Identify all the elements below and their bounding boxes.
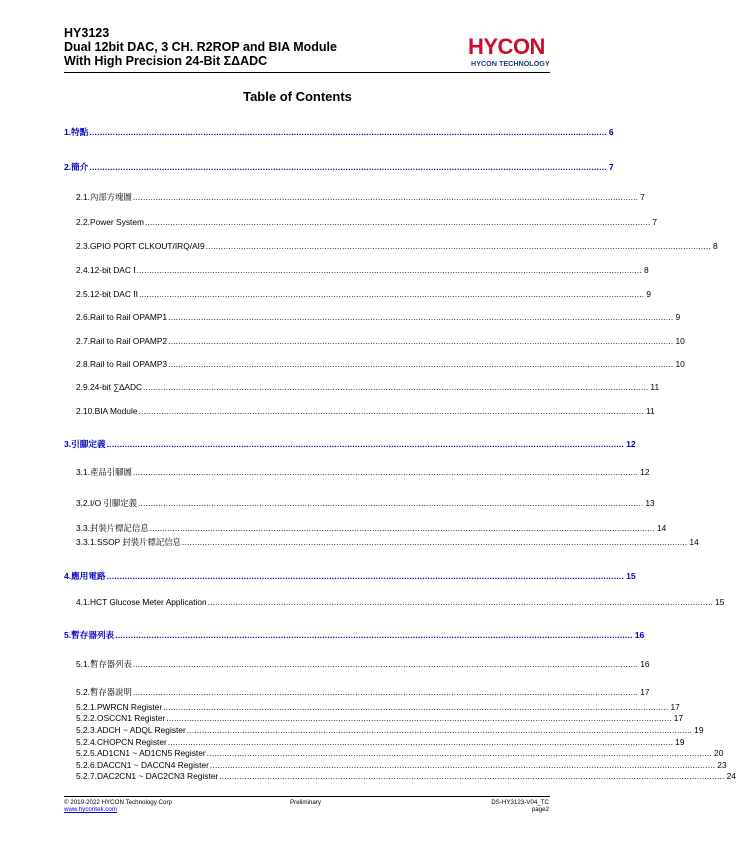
toc-leader-dots: ........................................................................................................................................................................................................ <box>207 597 714 607</box>
toc-entry-number: 2.6. <box>76 312 90 322</box>
logo-wordmark: HYCON <box>468 34 545 59</box>
toc-entry-page: 17 <box>670 702 680 712</box>
toc-entry-title: 12-bit DAC II <box>89 289 138 299</box>
toc-entry-page: 20 <box>714 748 724 758</box>
toc-entry[interactable] <box>76 686 650 698</box>
toc-entry-page: 19 <box>675 737 685 747</box>
footer-website-link[interactable]: www.hycontek.com <box>64 806 117 813</box>
toc-leader-dots: ........................................................................................................................................................................................................ <box>209 760 716 770</box>
toc-entry[interactable] <box>76 747 724 759</box>
toc-entry-title: 內部方塊圖 <box>89 192 132 202</box>
toc-leader-dots: ........................................................................................................................................................................................................ <box>136 265 642 275</box>
toc-leader-dots: ........................................................................................................................................................................................................ <box>115 630 633 640</box>
toc-entry-number: 2.9. <box>76 382 90 392</box>
toc-entry-page: 14 <box>689 537 699 547</box>
toc-entry[interactable] <box>76 770 736 782</box>
toc-entry-number: 2.4. <box>76 265 90 275</box>
toc-entry-page: 12 <box>640 467 650 477</box>
toc-entry[interactable] <box>76 358 685 370</box>
toc-leader-dots: ........................................................................................................................................................................................................ <box>89 162 607 172</box>
toc-entry-number: 2.10. <box>76 406 95 416</box>
logo-subtitle: HYCON TECHNOLOGY <box>471 59 550 68</box>
toc-entry-title: 暫存器說明 <box>89 687 132 697</box>
toc-entry-page: 11 <box>645 406 655 416</box>
toc-entry-page: 11 <box>650 382 660 392</box>
toc-entry-page: 15 <box>715 597 725 607</box>
toc-entry[interactable] <box>76 522 667 534</box>
toc-entry[interactable] <box>76 658 650 670</box>
toc-entry-title: 封裝片標記信息 <box>89 523 149 533</box>
toc-leader-dots: ........................................................................................................................................................................................................ <box>205 241 711 251</box>
toc-entry[interactable] <box>76 264 649 276</box>
toc-entry-title: 簡介 <box>71 162 89 172</box>
toc-entry-number: 2.2. <box>76 217 90 227</box>
toc-entry-page: 9 <box>675 312 681 322</box>
toc-entry-title: 暫存器列表 <box>89 659 132 669</box>
toc-entry[interactable] <box>64 126 614 138</box>
toc-entry-title: CHOPCN Register <box>96 737 167 747</box>
toc-entry-page: 15 <box>626 571 636 581</box>
product-id: HY3123 <box>64 26 110 40</box>
toc-entry-number: 5.2.3. <box>76 725 97 735</box>
toc-leader-dots: ........................................................................................................................................................................................................ <box>106 571 625 581</box>
footer-divider <box>64 796 550 797</box>
toc-entry-page: 16 <box>640 659 650 669</box>
toc-entry-number: 2.8. <box>76 359 90 369</box>
toc-entry-number: 5.2.1. <box>76 702 97 712</box>
toc-entry-page: 8 <box>643 265 649 275</box>
toc-entry-title: Power System <box>89 217 144 227</box>
toc-entry[interactable] <box>76 712 684 724</box>
toc-entry[interactable] <box>64 570 636 582</box>
toc-entry-number: 1. <box>64 127 72 137</box>
product-title-line2: With High Precision 24-Bit ΣΔADC <box>64 54 268 68</box>
toc-entry-number: 2.7. <box>76 336 90 346</box>
toc-entry-page: 7 <box>640 192 645 202</box>
toc-entry-page: 17 <box>640 687 650 697</box>
toc-leader-dots: ........................................................................................................................................................................................................ <box>137 498 644 508</box>
toc-leader-dots: ........................................................................................................................................................................................................ <box>132 192 639 202</box>
toc-entry-number: 5.2.6. <box>76 760 97 770</box>
toc-entry-number: 3.1. <box>76 467 90 477</box>
toc-entry-page: 10 <box>675 359 685 369</box>
toc-leader-dots: ........................................................................................................................................................................................................ <box>89 127 607 137</box>
toc-leader-dots: ........................................................................................................................................................................................................ <box>167 737 674 747</box>
toc-entry-number: 4.1. <box>76 597 90 607</box>
toc-entry[interactable] <box>76 381 660 393</box>
toc-entry-page: 17 <box>673 713 684 723</box>
header-divider <box>64 72 550 73</box>
toc-entry-title: BIA Module <box>94 406 138 416</box>
toc-entry-page: 24 <box>726 771 736 781</box>
toc-entry-page: 8 <box>713 241 718 251</box>
toc-entry-number: 3.3. <box>76 523 90 533</box>
toc-entry-title: 12-bit DAC I <box>89 265 136 275</box>
toc-entry-number: 5.2.4. <box>76 737 97 747</box>
toc-entry-page: 9 <box>646 289 651 299</box>
toc-entry-title: 產品引腳圖 <box>89 467 132 477</box>
toc-leader-dots: ........................................................................................................................................................................................................ <box>206 748 713 758</box>
toc-leader-dots: ........................................................................................................................................................................................................ <box>163 702 669 712</box>
footer-doc-id: DS-HY3123-V04_TC <box>491 799 549 806</box>
toc-leader-dots: ........................................................................................................................................................................................................ <box>168 312 674 322</box>
toc-entry-number: 2.3. <box>76 241 90 251</box>
toc-entry[interactable] <box>76 596 725 608</box>
toc-entry-number: 2.1. <box>76 192 90 202</box>
toc-entry-title: 特點 <box>71 127 89 137</box>
hycon-logo <box>468 36 553 70</box>
toc-leader-dots: ........................................................................................................................................................................................................ <box>186 725 693 735</box>
toc-entry-number: 4. <box>64 571 72 581</box>
toc-entry-page: 16 <box>634 630 645 640</box>
toc-entry-number: 2. <box>64 162 72 172</box>
toc-entry[interactable] <box>76 335 685 347</box>
toc-entry-page: 7 <box>652 217 658 227</box>
toc-entry-number: 5.2.7. <box>76 771 97 781</box>
toc-entry-number: 2.5. <box>76 289 90 299</box>
toc-entry-title: OSCCN1 Register <box>96 713 166 723</box>
toc-leader-dots: ........................................................................................................................................................................................................ <box>144 217 651 227</box>
toc-entry-number: 5. <box>64 630 72 640</box>
footer-status: Preliminary <box>290 799 321 806</box>
toc-entry-title: Rail to Rail OPAMP2 <box>89 336 168 346</box>
toc-entry-title: GPIO PORT CLKOUT/IRQ/AI9 <box>89 241 205 251</box>
toc-entry[interactable] <box>76 240 718 252</box>
toc-entry[interactable] <box>76 497 655 509</box>
toc-entry-page: 14 <box>656 523 667 533</box>
toc-title: Table of Contents <box>243 89 352 104</box>
toc-entry-title: Rail to Rail OPAMP3 <box>89 359 168 369</box>
toc-entry-title: DACCN1 ~ DACCN4 Register <box>96 760 209 770</box>
toc-entry[interactable] <box>76 724 704 736</box>
toc-entry-title: HCT Glucose Meter Application <box>89 597 207 607</box>
toc-entry[interactable] <box>76 191 645 203</box>
toc-leader-dots: ........................................................................................................................................................................................................ <box>166 713 672 723</box>
toc-entry-page: 23 <box>717 760 727 770</box>
toc-entry[interactable] <box>76 536 699 548</box>
toc-entry[interactable] <box>64 629 645 641</box>
toc-entry-page: 7 <box>608 162 614 172</box>
toc-leader-dots: ........................................................................................................................................................................................................ <box>168 359 674 369</box>
toc-entry-title: I/O 引腳定義 <box>89 498 137 508</box>
toc-entry-page: 10 <box>675 336 685 346</box>
toc-entry-page: 12 <box>626 439 636 449</box>
toc-entry-title: AD1CN1 ~ AD1CN5 Register <box>96 748 206 758</box>
toc-entry[interactable] <box>76 288 651 300</box>
toc-entry-page: 13 <box>645 498 655 508</box>
toc-entry-title: 24-bit ∑∆ADC <box>89 382 143 392</box>
toc-entry[interactable] <box>64 438 636 450</box>
toc-entry-title: SSOP 封裝片標記信息 <box>96 537 182 547</box>
footer-copyright: © 2019-2022 HYCON Technology Corp <box>64 799 172 806</box>
toc-leader-dots: ........................................................................................................................................................................................................ <box>106 439 625 449</box>
product-title-line1: Dual 12bit DAC, 3 CH. R2ROP and BIA Module <box>64 40 337 54</box>
toc-entry[interactable] <box>64 161 614 173</box>
toc-entry-title: ADCH ~ ADQL Register <box>96 725 186 735</box>
toc-leader-dots: ........................................................................................................................................................................................................ <box>132 687 639 697</box>
toc-leader-dots: ........................................................................................................................................................................................................ <box>168 336 674 346</box>
toc-entry-number: 3. <box>64 439 72 449</box>
toc-leader-dots: ........................................................................................................................................................................................................ <box>138 406 644 416</box>
toc-entry-number: 3.2. <box>76 498 90 508</box>
toc-entry-number: 5.2.2. <box>76 713 97 723</box>
toc-entry-title: Rail to Rail OPAMP1 <box>89 312 168 322</box>
toc-entry[interactable] <box>76 405 655 417</box>
toc-entry-number: 3.3.1. <box>76 537 97 547</box>
toc-entry-title: 暫存器列表 <box>71 630 115 640</box>
toc-entry[interactable] <box>76 216 658 228</box>
toc-leader-dots: ........................................................................................................................................................................................................ <box>132 659 639 669</box>
toc-entry-title: 應用電路 <box>71 571 106 581</box>
toc-leader-dots: ........................................................................................................................................................................................................ <box>182 537 688 547</box>
toc-entry-title: 引腳定義 <box>71 439 106 449</box>
toc-entry-number: 5.1. <box>76 659 90 669</box>
toc-entry[interactable] <box>76 466 650 478</box>
toc-entry-number: 5.2.5. <box>76 748 97 758</box>
toc-leader-dots: ........................................................................................................................................................................................................ <box>149 523 655 533</box>
toc-leader-dots: ........................................................................................................................................................................................................ <box>132 467 639 477</box>
toc-leader-dots: ........................................................................................................................................................................................................ <box>219 771 725 781</box>
toc-leader-dots: ........................................................................................................................................................................................................ <box>138 289 645 299</box>
toc-entry[interactable] <box>76 311 681 323</box>
toc-leader-dots: ........................................................................................................................................................................................................ <box>143 382 649 392</box>
toc-entry-number: 5.2. <box>76 687 90 697</box>
toc-entry-page: 6 <box>608 127 614 137</box>
toc-entry-page: 19 <box>694 725 704 735</box>
toc-entry-title: DAC2CN1 ~ DAC2CN3 Register <box>96 771 219 781</box>
toc-entry-title: PWRCN Register <box>96 702 163 712</box>
footer-page-number: page2 <box>531 806 549 813</box>
